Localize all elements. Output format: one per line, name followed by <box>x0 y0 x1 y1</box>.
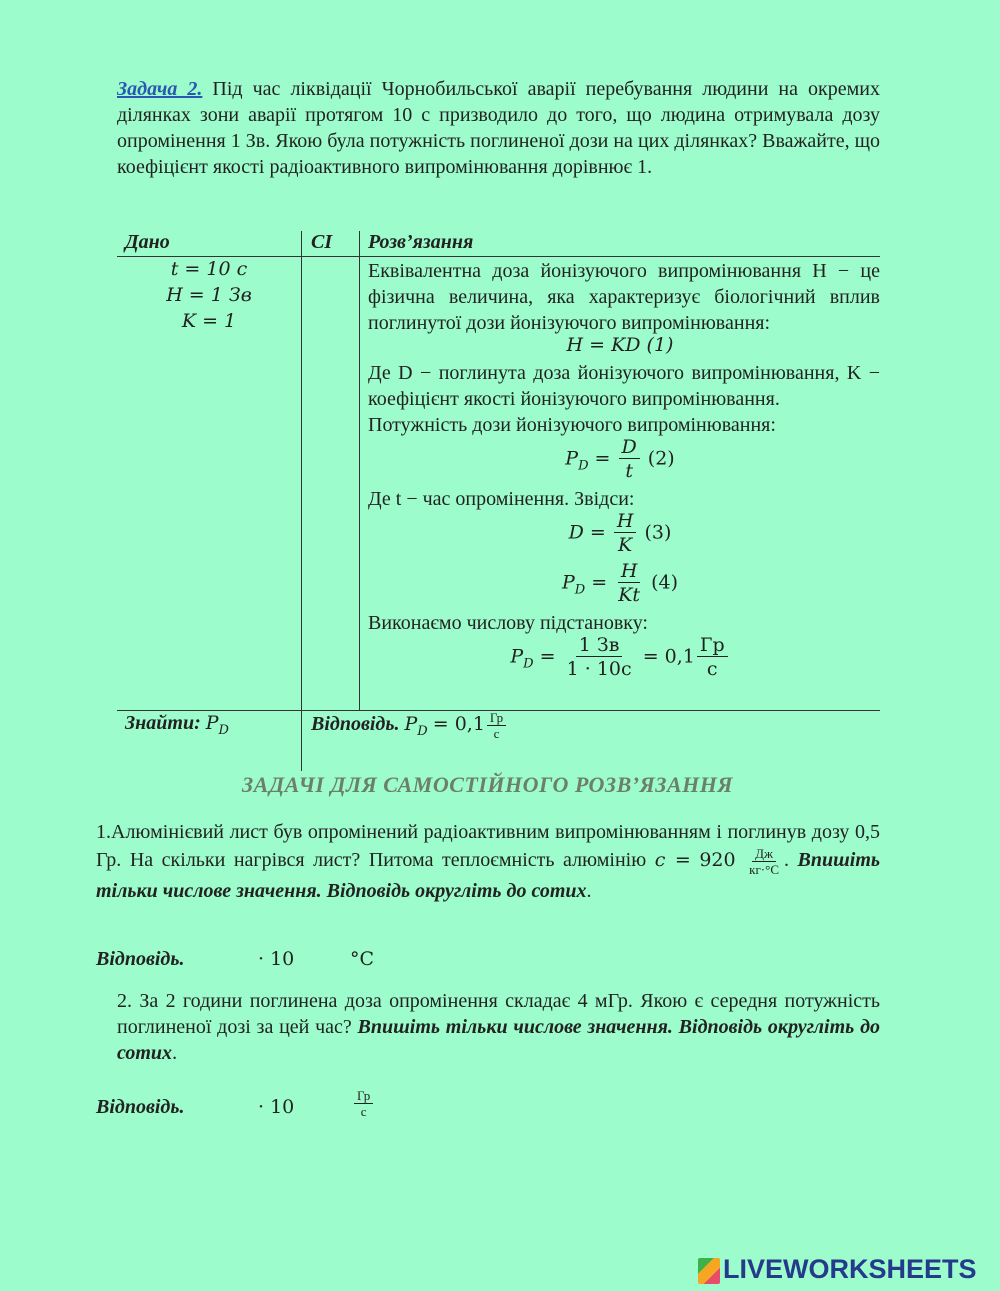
logo-icon <box>698 1258 720 1284</box>
solution-substitution-intro: Виконаємо числову підстановку: <box>368 612 648 634</box>
problem-2: 2. За 2 години поглинена доза опромінення складає 4 мГр. Якою є середня потужність поглиненої дозі за цей час? Впишіть тільки числове значення. Відповідь округліть до сотих. <box>117 990 880 1064</box>
section-heading: ЗАДАЧІ ДЛЯ САМОСТІЙНОГО РОЗВ’ЯЗАННЯ <box>241 772 734 797</box>
problem-1-answer-label: Відповідь. <box>96 948 185 970</box>
solution-where-d: Де D − поглинута доза йонізуючого випромінювання, K − коефіцієнт якості йонізуючого випромінювання. <box>368 362 880 410</box>
problem-2-answer-label: Відповідь. <box>96 1096 185 1118</box>
header-given: Дано <box>125 231 170 253</box>
answer-cell: Відповідь. $P_D = 0,1$ $\frac{Гр}{с}$ <box>311 710 508 741</box>
find-cell: Знайти: $P_D$ <box>125 712 229 738</box>
equation-3: D = $\frac{H}{K}$ (3) <box>568 510 672 556</box>
task-2-statement <box>117 76 880 180</box>
task-2-text: Під час ліквідації Чорнобильської аварії перебування людини на окремих ділянках зони аварії протягом 10 с призводило до того, що людина отримувала дозу опромінення 1 Зв. Якою була потужність поглиненої дози на цих ділянках? Вважайте, що коефіцієнт якості радіоактивного випромінювання дорівнює 1. <box>117 78 880 178</box>
solution-where-t: Де t − час опромінення. Звідси: <box>368 488 635 510</box>
problem-1-answer-multiplier: · 10 <box>258 948 295 970</box>
given-coefficient: K = 1 <box>181 310 237 332</box>
equation-5: $P_D$ = $\frac{1 Зв}{1 \cdot 10с}$ = 0,1 $\frac{Гр}{с}$ <box>360 634 880 681</box>
equation-1: H = KD (1) <box>566 334 674 356</box>
table-header-rule <box>117 256 880 257</box>
equation-4: $P_D$ = $\frac{H}{Kt}$ (4) <box>561 560 679 606</box>
task-2-title: Задача 2. <box>117 78 203 100</box>
problem-2-answer-multiplier: · 10 <box>258 1096 295 1118</box>
header-solution: Розв’язання <box>368 231 474 253</box>
given-time: t = 10 с <box>170 258 248 280</box>
problem-2-answer-unit: $\frac{Гр}{с}$ <box>352 1088 375 1119</box>
problem-1: 1.Алюмінієвий лист був опромінений радіоактивним випромінюванням і поглинув дозу 0,5 Гр. На скільки нагрівся лист? Питома теплоємність алюмінію c = 920 $\frac{Дж}{кг\cdot^\circ С}$ . Впишіть тільки числове значення. Відповідь округліть до сотих. <box>96 821 881 902</box>
equation-2: $P_D$ = $\frac{D}{t}$ (2) <box>565 436 675 482</box>
problem-1-answer-unit: °C <box>350 948 375 970</box>
table-divider-given <box>301 231 302 771</box>
header-si: СІ <box>311 231 333 253</box>
solution-definition: Еквівалентна доза йонізуючого випромінювання H − це фізична величина, яка характеризує біологічний вплив поглинутої дози йонізуючого випромінювання: <box>368 260 880 334</box>
liveworksheets-logo: LIVEWORKSHEETS <box>698 1254 977 1285</box>
given-dose: H = 1 Зв <box>166 284 252 306</box>
solution-power-intro: Потужність дози йонізуючого випромінювання: <box>368 414 776 436</box>
